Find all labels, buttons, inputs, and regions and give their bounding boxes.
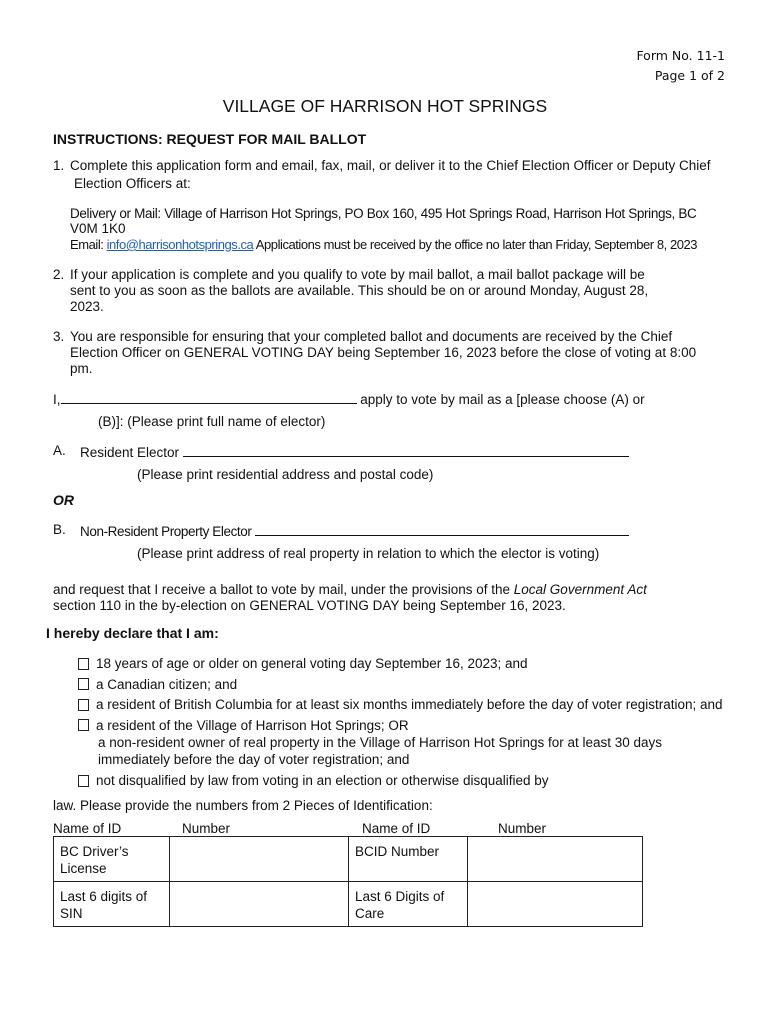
table-row bbox=[54, 882, 643, 927]
header-name-of-id-1: Name of ID bbox=[53, 821, 122, 836]
page-number: Page 1 of 2 bbox=[654, 68, 725, 83]
declaration-4-line1: a resident of the Village of Harrison Hot Springs; OR bbox=[96, 718, 409, 733]
item3-number: 3. bbox=[53, 329, 65, 344]
id1-number-field[interactable] bbox=[170, 882, 349, 927]
apply-prefix: I, bbox=[53, 392, 61, 407]
option-b-letter: B. bbox=[53, 522, 66, 537]
declaration-2: a Canadian citizen; and bbox=[96, 677, 238, 692]
request-line2: section 110 in the by-election on GENERAL VOTING DAY being September 16, 2023. bbox=[53, 598, 566, 613]
item1-line2: Election Officers at: bbox=[74, 176, 191, 191]
option-a-hint: (Please print residential address and postal code) bbox=[137, 467, 434, 482]
instructions-heading: INSTRUCTIONS: REQUEST FOR MAIL BALLOT bbox=[53, 131, 367, 147]
document-title: VILLAGE OF HARRISON HOT SPRINGS bbox=[222, 96, 548, 116]
option-b-hint: (Please print address of real property in relation to which the elector is voting) bbox=[137, 546, 600, 561]
id2-number-field[interactable] bbox=[468, 837, 643, 882]
declaration-3-checkbox[interactable] bbox=[78, 699, 89, 711]
email-deadline: Applications must be received by the office no later than Friday, September 8, 2023 bbox=[253, 237, 698, 252]
item2-line3: 2023. bbox=[70, 299, 104, 314]
option-b-row bbox=[80, 522, 629, 539]
delivery-line2: V0M 1K0 bbox=[70, 221, 126, 236]
id2-number-field[interactable] bbox=[468, 882, 643, 927]
option-b-label: Non-Resident Property Elector bbox=[80, 524, 255, 539]
declaration-5-checkbox[interactable] bbox=[78, 775, 89, 787]
law-line: law. Please provide the numbers from 2 Pieces of Identification: bbox=[53, 798, 433, 813]
declaration-4-line3: immediately before the day of voter registration; and bbox=[98, 752, 410, 767]
email-line bbox=[70, 237, 697, 252]
id2-name-cell: Last 6 Digits of Care bbox=[349, 882, 468, 927]
option-a-letter: A. bbox=[53, 443, 66, 458]
declaration-1-checkbox[interactable] bbox=[78, 658, 89, 670]
property-address-field[interactable] bbox=[255, 522, 629, 536]
id-table bbox=[53, 836, 643, 927]
apply-hint: (B)]: (Please print full name of elector) bbox=[98, 414, 326, 429]
item3-line1: You are responsible for ensuring that your completed ballot and documents are received by the Chief bbox=[70, 329, 673, 344]
elector-name-field[interactable] bbox=[61, 390, 357, 404]
item1-line1: Complete this application form and email, fax, mail, or deliver it to the Chief Election Officer or Deputy Chief bbox=[70, 158, 711, 173]
declare-heading: I hereby declare that I am: bbox=[46, 625, 219, 641]
apply-line bbox=[53, 390, 645, 407]
option-a-row bbox=[80, 443, 629, 460]
declaration-4-checkbox[interactable] bbox=[78, 719, 89, 731]
item2-line2: sent to you as soon as the ballots are available. This should be on or around Monday, August 28, bbox=[70, 283, 649, 298]
id1-number-field[interactable] bbox=[170, 837, 349, 882]
request-text: and request that I receive a ballot to vote by mail, under the provisions of the bbox=[53, 582, 514, 597]
declaration-5: not disqualified by law from voting in an election or otherwise disqualified by bbox=[96, 773, 549, 788]
id1-name-cell: Last 6 digits of SIN bbox=[54, 882, 170, 927]
table-row bbox=[54, 837, 643, 882]
item2-number: 2. bbox=[53, 267, 65, 282]
option-a-label: Resident Elector bbox=[80, 445, 183, 460]
header-number-2: Number bbox=[498, 821, 547, 836]
id2-name-cell: BCID Number bbox=[349, 837, 468, 882]
resident-address-field[interactable] bbox=[183, 443, 629, 457]
delivery-line1: Delivery or Mail: Village of Harrison Hot Springs, PO Box 160, 495 Hot Springs Road, Harrison Hot Springs, BC bbox=[70, 206, 697, 221]
header-number-1: Number bbox=[182, 821, 231, 836]
item2-line1: If your application is complete and you qualify to vote by mail ballot, a mail ballot package will be bbox=[70, 267, 645, 282]
declaration-3: a resident of British Columbia for at least six months immediately before the day of voter registration; and bbox=[96, 697, 723, 712]
act-name: Local Government Act bbox=[513, 582, 647, 597]
apply-suffix: apply to vote by mail as a [please choose (A) or bbox=[356, 392, 645, 407]
email-label: Email: bbox=[70, 237, 107, 252]
item3-line2: Election Officer on GENERAL VOTING DAY being September 16, 2023 before the close of voting at 8:00 bbox=[70, 345, 697, 360]
declaration-4-line2: a non-resident owner of real property in the Village of Harrison Hot Springs for at least 30 days bbox=[98, 735, 663, 750]
email-link[interactable]: info@harrisonhotsprings.ca bbox=[106, 237, 254, 252]
id1-name-cell: BC Driver’s License bbox=[54, 837, 170, 882]
header-name-of-id-2: Name of ID bbox=[362, 821, 431, 836]
item1-number: 1. bbox=[53, 158, 65, 173]
declaration-2-checkbox[interactable] bbox=[78, 678, 89, 690]
or-label: OR bbox=[53, 492, 74, 508]
declaration-1: 18 years of age or older on general voting day September 16, 2023; and bbox=[96, 656, 528, 671]
item3-line3: pm. bbox=[70, 361, 93, 376]
form-number: Form No. 11-1 bbox=[636, 48, 725, 63]
request-line1 bbox=[53, 582, 647, 597]
